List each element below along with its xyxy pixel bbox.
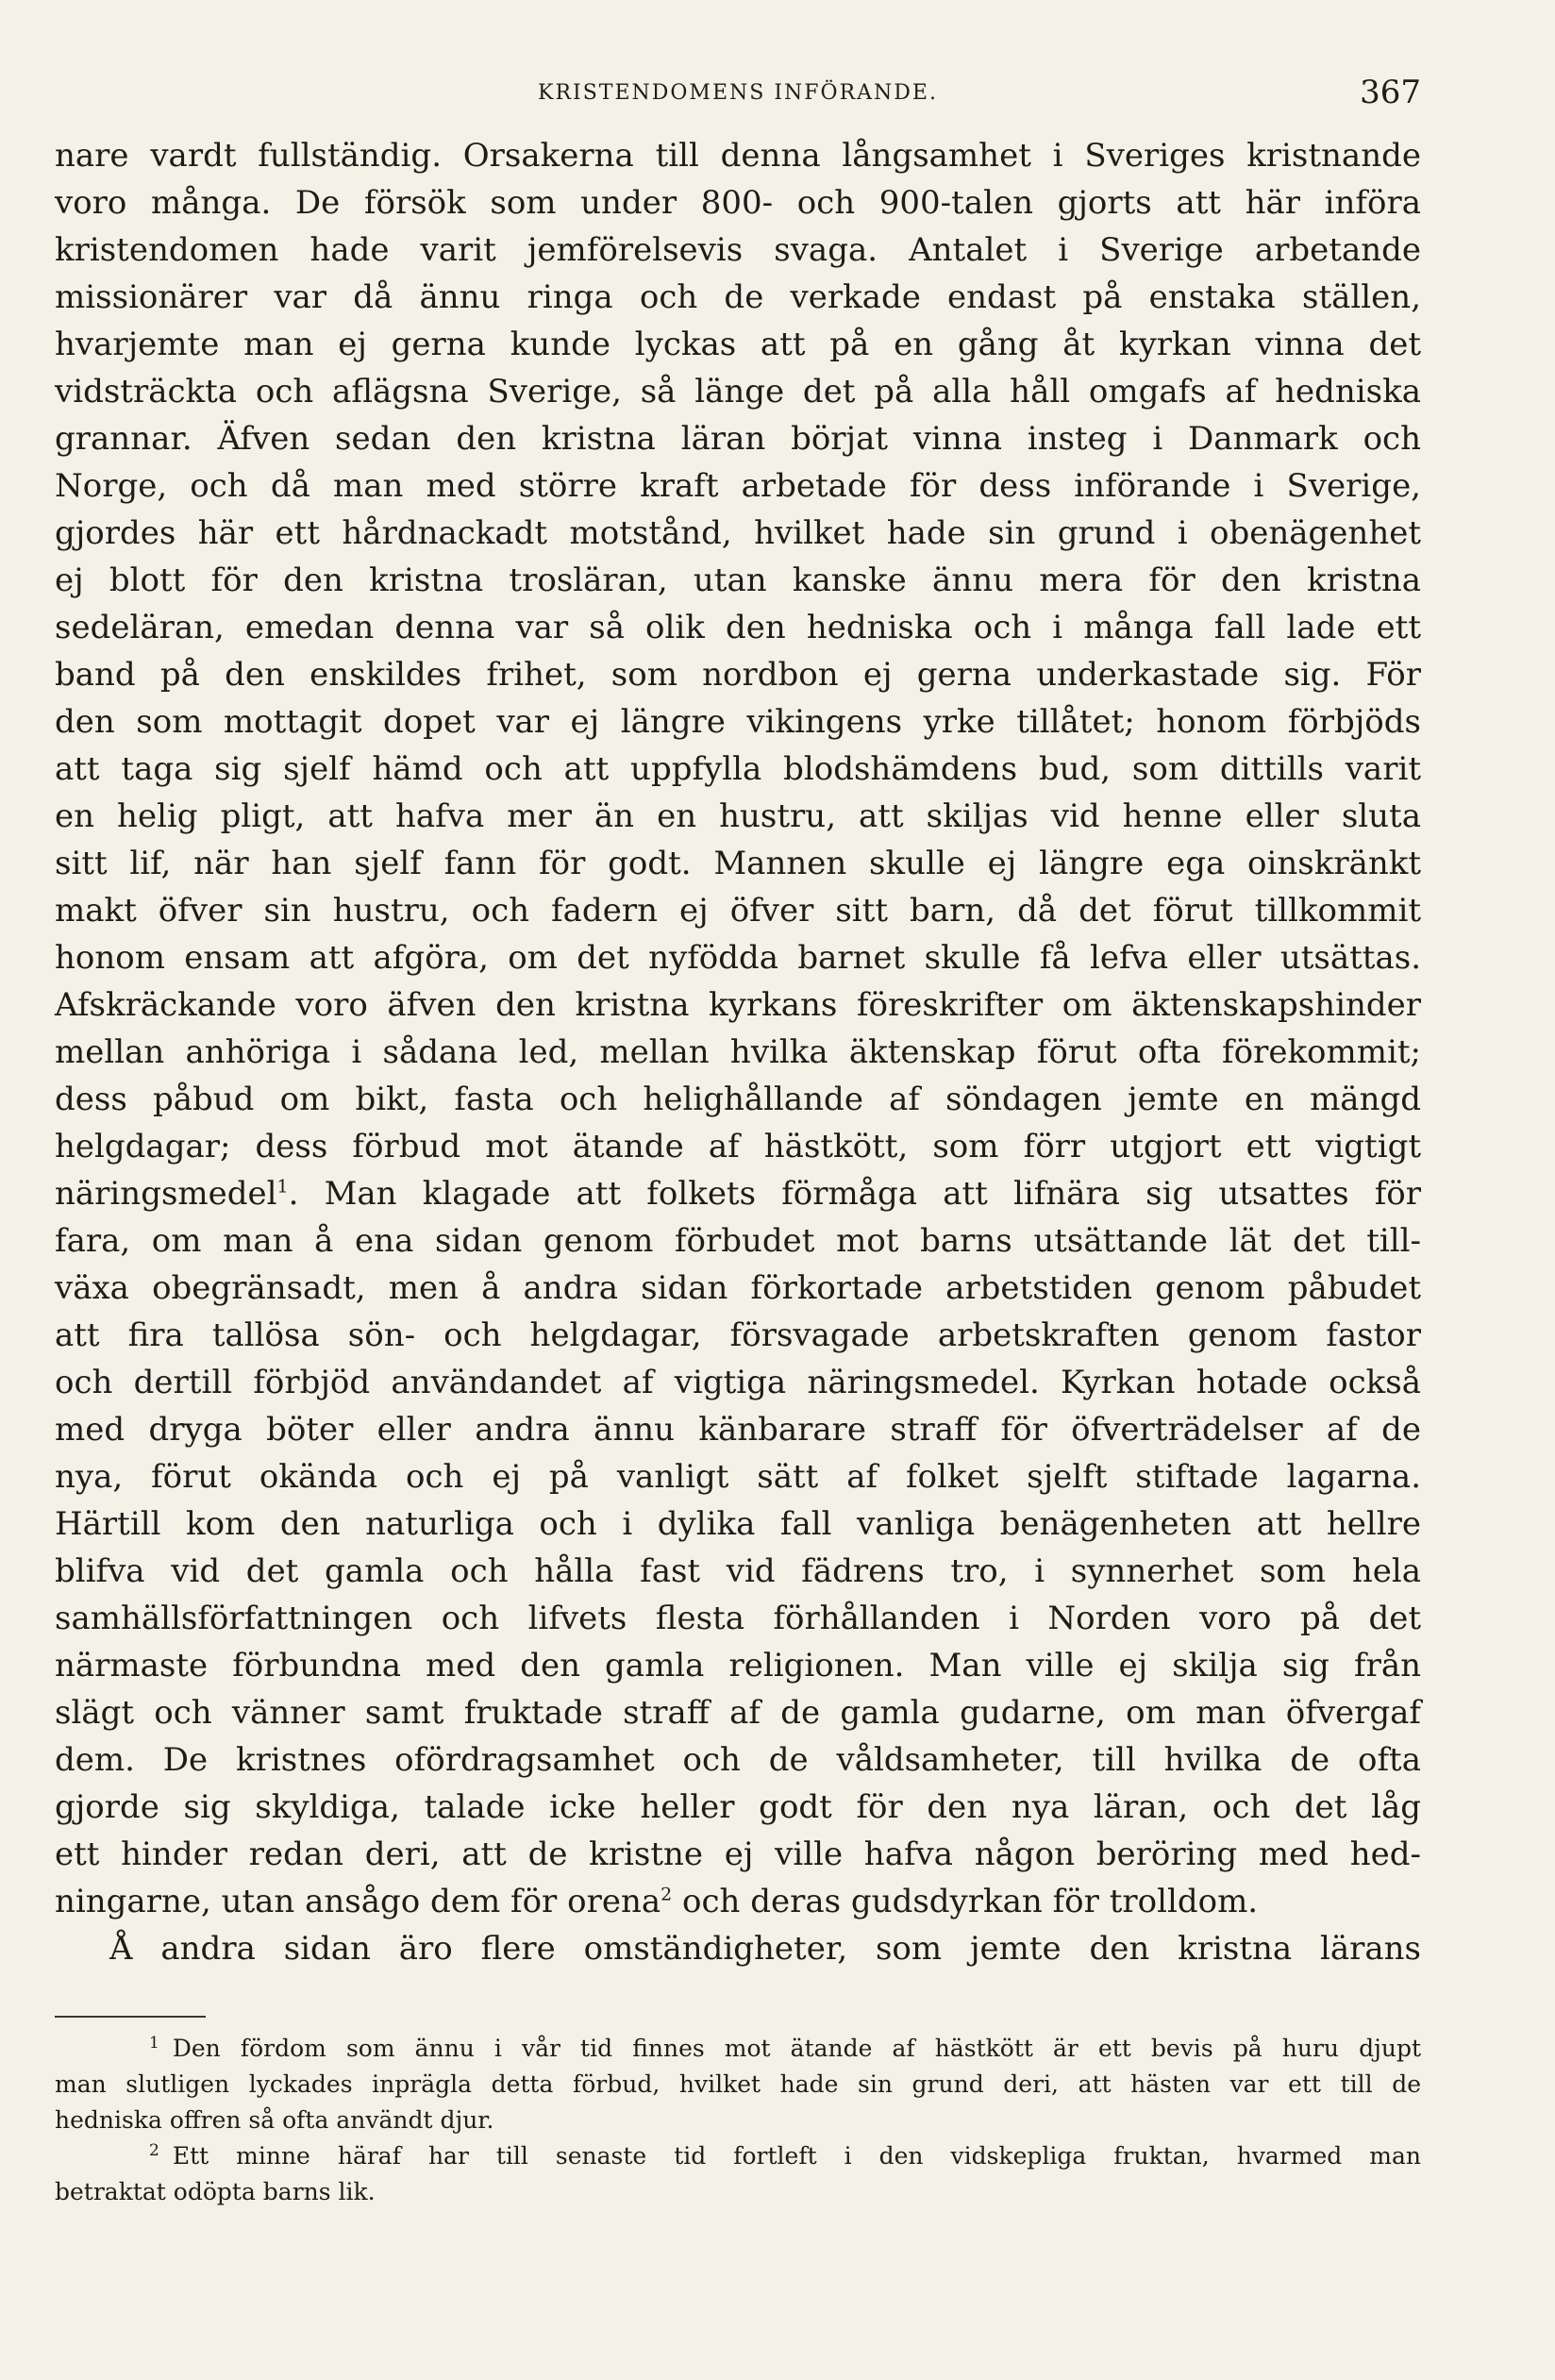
text-line: gjordes här ett hårdnackadt motstånd, hvilket hade sin grund i obenägenhet xyxy=(55,514,1421,552)
text-line: dess påbud om bikt, fasta och helighållande af söndagen jemte en mängd xyxy=(55,1081,1421,1118)
footnotes xyxy=(55,2031,1421,2210)
text-line: en helig pligt, att hafva mer än en hustru, att skiljas vid henne eller sluta xyxy=(55,797,1421,835)
text-line: grannar. Äfven sedan den kristna läran börjat vinna insteg i Danmark och xyxy=(55,420,1421,458)
text-line: ett hinder redan deri, att de kristne ej ville hafva någon beröring med hed- xyxy=(55,1835,1421,1873)
text-line: missionärer var då ännu ringa och de verkade endast på enstaka ställen, xyxy=(55,278,1421,316)
running-head xyxy=(55,74,1421,111)
text-line: band på den enskildes frihet, som nordbon ej gerna underkastade sig. För xyxy=(55,656,1421,694)
text-line: sitt lif, när han sjelf fann för godt. Mannen skulle ej längre ega oinskränkt xyxy=(55,845,1421,882)
footnote-line: betraktat odöpta barns lik. xyxy=(55,2178,376,2205)
text-line: Å andra sidan äro flere omständigheter, som jemte den kristna lärans xyxy=(109,1930,1421,1968)
text-line: kristendomen hade varit jemförelsevis svaga. Antalet i Sverige arbetande xyxy=(55,231,1421,269)
text-line: samhällsförfattningen och lifvets flesta förhållanden i Norden voro på det xyxy=(55,1600,1421,1637)
text-line: växa obegränsadt, men å andra sidan förkortade arbetstiden genom påbudet xyxy=(55,1269,1421,1307)
page-number: 367 xyxy=(1360,74,1421,111)
footnote-ref[interactable]: 2 xyxy=(660,1884,673,1905)
footnote-line xyxy=(55,2138,1421,2174)
text-fragment: ningarne, utan ansågo dem för orena xyxy=(55,1883,661,1920)
body-text xyxy=(55,132,1421,1972)
text-line: voro många. De försök som under 800- och 900-talen gjorts att här införa xyxy=(55,184,1421,222)
text-line: den som mottagit dopet var ej längre vikingens yrke tillåtet; honom förbjöds xyxy=(55,703,1421,741)
text-line: nare vardt fullständig. Orsakerna till denna långsamhet i Sveriges kristnande xyxy=(55,137,1421,175)
text-line: Härtill kom den naturliga och i dylika fall vanliga benägenheten att hellre xyxy=(55,1505,1421,1543)
footnote-line: man slutligen lyckades inprägla detta förbud, hvilket hade sin grund deri, att hästen var ett till de xyxy=(55,2070,1421,2098)
text-line: Afskräckande voro äfven den kristna kyrkans föreskrifter om äktenskapshinder xyxy=(55,986,1421,1024)
text-fragment: . Man klagade att folkets förmåga att lifnära sig utsattes för xyxy=(288,1175,1421,1213)
footnote-line: hedniska offren så ofta användt djur. xyxy=(55,2106,494,2134)
text-line: gjorde sig skyldiga, talade icke heller godt för den nya läran, och det låg xyxy=(55,1788,1421,1826)
text-line-with-footnote-ref xyxy=(55,1878,1421,1925)
footnote-marker: 2 xyxy=(149,2140,159,2160)
text-line: helgdagar; dess förbud mot ätande af hästkött, som förr utgjort ett vigtigt xyxy=(55,1128,1421,1165)
text-line: med dryga böter eller andra ännu känbarare straff för öfverträdelser af de xyxy=(55,1411,1421,1449)
footnote-divider xyxy=(55,2016,206,2018)
text-line: hvarjemte man ej gerna kunde lyckas att på en gång åt kyrkan vinna det xyxy=(55,326,1421,363)
footnote-text: Den fördom som ännu i vår tid finnes mot ätande af hästkött är ett bevis på huru djupt xyxy=(172,2035,1421,2062)
text-line: fara, om man å ena sidan genom förbudet mot barns utsättande lät det till- xyxy=(55,1222,1421,1260)
footnote-line xyxy=(55,2031,1421,2067)
text-fragment: och deras gudsdyrkan för trolldom. xyxy=(672,1883,1259,1920)
text-line: att fira tallösa sön- och helgdagar, försvagade arbetskraften genom fastor xyxy=(55,1316,1421,1354)
footnote-text: Ett minne häraf har till senaste tid fortleft i den vidskepliga fruktan, hvarmed man xyxy=(172,2142,1421,2170)
text-line: ej blott för den kristna trosläran, utan kanske ännu mera för den kristna xyxy=(55,561,1421,599)
text-line: slägt och vänner samt fruktade straff af de gamla gudarne, om man öfvergaf xyxy=(55,1694,1421,1732)
text-line: närmaste förbundna med den gamla religionen. Man ville ej skilja sig från xyxy=(55,1647,1421,1684)
text-line: nya, förut okända och ej på vanligt sätt af folket sjelft stiftade lagarna. xyxy=(55,1458,1421,1496)
text-line-with-footnote-ref xyxy=(55,1170,1421,1217)
text-line: honom ensam att afgöra, om det nyfödda barnet skulle få lefva eller utsättas. xyxy=(55,939,1421,977)
text-line: mellan anhöriga i sådana led, mellan hvilka äktenskap förut ofta förekommit; xyxy=(55,1033,1421,1071)
text-line: att taga sig sjelf hämd och att uppfylla blodshämdens bud, som dittills varit xyxy=(55,750,1421,788)
footnote-marker: 1 xyxy=(149,2033,159,2053)
text-fragment: näringsmedel xyxy=(55,1175,277,1213)
text-line: makt öfver sin hustru, och fadern ej öfver sitt barn, då det förut tillkommit xyxy=(55,892,1421,930)
text-line: sedeläran, emedan denna var så olik den hedniska och i många fall lade ett xyxy=(55,609,1421,646)
text-line: vidsträckta och aflägsna Sverige, så länge det på alla håll omgafs af hedniska xyxy=(55,373,1421,411)
text-line: blifva vid det gamla och hålla fast vid fädrens tro, i synnerhet som hela xyxy=(55,1552,1421,1590)
footnote-ref[interactable]: 1 xyxy=(276,1176,289,1198)
text-line: Norge, och då man med större kraft arbetade för dess införande i Sverige, xyxy=(55,467,1421,505)
text-line: dem. De kristnes ofördragsamhet och de våldsamheter, till hvilka de ofta xyxy=(55,1741,1421,1779)
running-title: KRISTENDOMENS INFÖRANDE. xyxy=(538,81,938,105)
text-line: och dertill förbjöd användandet af vigtiga näringsmedel. Kyrkan hotade också xyxy=(55,1364,1421,1401)
